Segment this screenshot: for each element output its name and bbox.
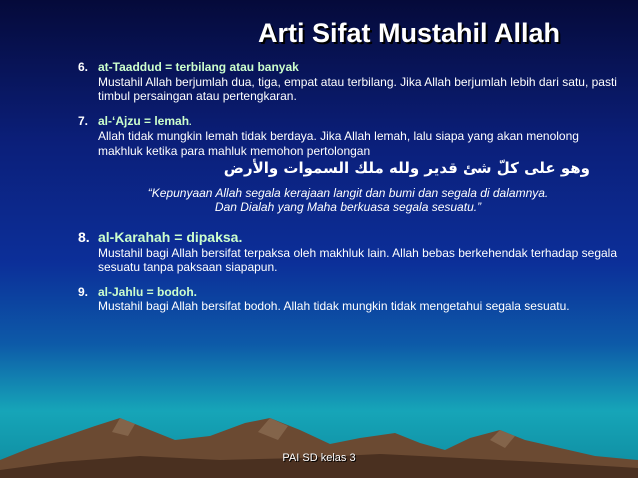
item-body: Allah tidak mungkin lemah tidak berdaya. Jika Allah lemah, lalu siapa yang akan menolong makhluk ketika para mahluk memohon pertolongan: [98, 129, 579, 158]
item-heading: al-Karahah = dipaksa.: [98, 228, 243, 245]
slide-content: [78, 60, 618, 324]
quote-line-2: Dan Dialah yang Maha berkuasa segala sesuatu.”: [214, 200, 482, 214]
item-heading-wrap: [98, 114, 618, 130]
list-item-7: [78, 114, 618, 176]
quote: [78, 186, 618, 215]
arabic-verse: وهو على كلّ شئ قدير ولله ملك السموات والأرض: [223, 159, 590, 177]
list-item-8: [78, 229, 618, 275]
item-body: Mustahil bagi Allah bersifat terpaksa oleh makhluk lain. Allah bebas berkehendak terhadap segala sesuatu tanpa paksaan siapapun.: [98, 245, 617, 274]
item-number: 9.: [78, 284, 89, 299]
item-heading: at-Taaddud = terbilang atau banyak: [98, 60, 299, 74]
item-number: 8.: [78, 228, 90, 245]
list-item-9: [78, 285, 618, 314]
slide-title: Arti Sifat Mustahil Allah: [257, 18, 560, 48]
item-number: 6.: [78, 60, 89, 74]
quote-line-1: “Kepunyaan Allah segala kerajaan langit dan bumi dan segala di dalamnya.: [147, 185, 549, 200]
item-body: Mustahil bagi Allah bersifat bodoh. Allah tidak mungkin tidak mengetahui segala sesuatu.: [98, 299, 570, 313]
item-heading-suffix: .: [189, 116, 192, 127]
item-body: Mustahil Allah berjumlah dua, tiga, empat atau terbilang. Jika Allah berjumlah lebih dari satu, pasti timbul persaingan atau pertengkaran.: [98, 74, 617, 103]
item-heading: al-Jahlu = bodoh.: [98, 284, 198, 299]
list-item-6: [78, 60, 618, 104]
item-heading: al-‘Ajzu = lemah: [98, 113, 190, 128]
footer-text: PAI SD kelas 3: [282, 452, 356, 464]
mountain-range-image: [0, 388, 638, 478]
item-number: 7.: [78, 113, 89, 128]
